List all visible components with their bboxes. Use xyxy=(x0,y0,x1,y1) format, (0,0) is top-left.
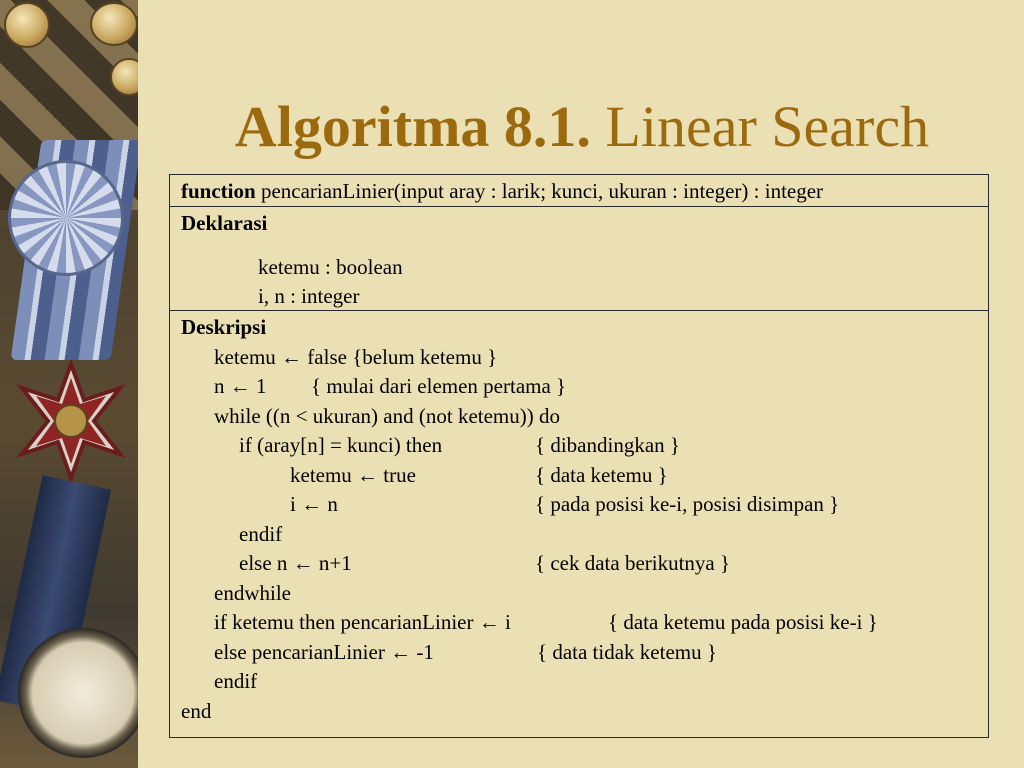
code-line: i ← n { pada posisi ke-i, posisi disimpan } xyxy=(290,490,988,520)
code-line: endif xyxy=(214,669,258,693)
code-comment: { data ketemu pada posisi ke-i } xyxy=(608,610,878,634)
code-comment: { data ketemu } xyxy=(535,462,668,487)
brass-button-decoration xyxy=(90,2,138,46)
code-comment: { mulai dari elemen pertama } xyxy=(311,374,567,398)
description-section xyxy=(170,311,988,726)
medal-cross-icon xyxy=(10,360,132,482)
function-keyword: function xyxy=(181,179,256,203)
function-signature: pencarianLinier(input aray : larik; kunci, ukuran : integer) : integer xyxy=(255,179,824,203)
decorative-medal-photo xyxy=(0,0,138,768)
declaration-line: ketemu : boolean xyxy=(258,254,403,279)
code-comment: { pada posisi ke-i, posisi disimpan } xyxy=(535,492,840,516)
code-comment: { dibandingkan } xyxy=(535,433,680,457)
function-header xyxy=(170,175,988,207)
title-number: Algoritma 8.1. xyxy=(234,94,591,159)
declaration-section xyxy=(170,207,988,311)
code-line: while ((n < ukuran) and (not ketemu)) do xyxy=(214,403,560,428)
code-line: end xyxy=(181,698,212,723)
algorithm-table xyxy=(169,174,989,738)
brass-button-decoration xyxy=(4,2,50,48)
title-text: Linear Search xyxy=(590,94,930,159)
declaration-label: Deklarasi xyxy=(181,211,268,235)
declaration-line: i, n : integer xyxy=(258,284,360,308)
code-line: if (aray[n] = kunci) then { dibandingkan } xyxy=(239,431,988,461)
code-line: else n ← n+1 { cek data berikutnya } xyxy=(239,549,988,579)
slide-title xyxy=(140,92,1024,162)
code-comment: { data tidak ketemu } xyxy=(537,639,717,664)
rosette-decoration xyxy=(8,160,124,276)
code-line: n ← 1 { mulai dari elemen pertama } xyxy=(214,372,988,402)
code-line: else pencarianLinier ← -1 { data tidak ketemu } xyxy=(214,638,988,668)
code-line: endwhile xyxy=(214,580,291,605)
description-label: Deskripsi xyxy=(181,315,267,339)
code-line: ketemu ← true { data ketemu } xyxy=(290,461,988,491)
code-comment: { cek data berikutnya } xyxy=(535,551,731,575)
code-line: endif xyxy=(239,521,283,546)
compass-decoration xyxy=(18,628,138,758)
code-line: ketemu ← false {belum ketemu } xyxy=(214,344,498,369)
code-line: if ketemu then pencarianLinier ← i { data ketemu pada posisi ke-i } xyxy=(214,608,988,638)
